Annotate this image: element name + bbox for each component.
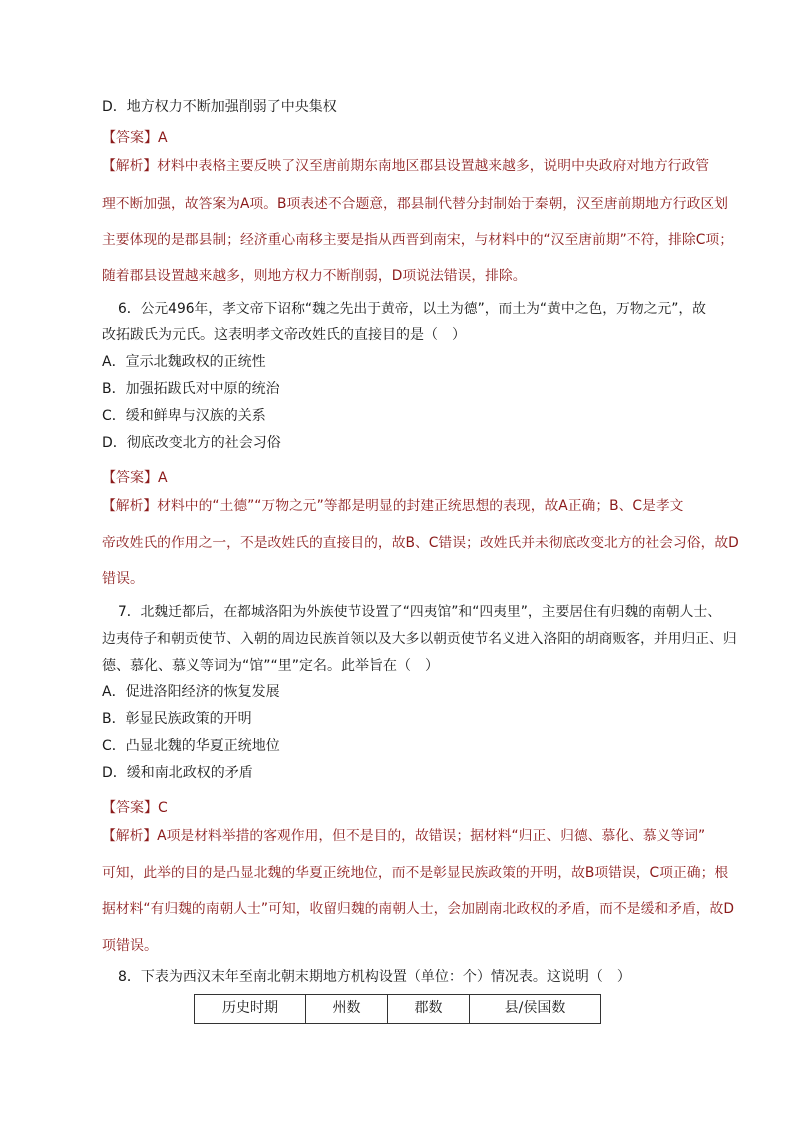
q6-option-b: B．加强拓跋氏对中原的统治 — [102, 381, 280, 397]
q6-stem-line-1: 6．公元496年，孝文帝下诏称“魏之先出于黄帝，以土为德”，而土为“黄中之色，万物之元”，故 — [118, 301, 706, 317]
table-header-cell: 郡数 — [388, 995, 470, 1024]
q8-stem: 8．下表为西汉末年至南北朝末期地方机构设置（单位：个）情况表。这说明（ ） — [118, 969, 631, 985]
q8-table — [194, 994, 601, 1024]
table-header-cell: 历史时期 — [195, 995, 306, 1024]
q6-option-c: C．缓和鲜卑与汉族的关系 — [102, 408, 266, 424]
q6-option-d: D．彻底改变北方的社会习俗 — [102, 435, 281, 451]
table-header-cell: 州数 — [306, 995, 388, 1024]
analysis-6-line-2: 帝改姓氏的作用之一，不是改姓氏的直接目的，故B、C错误；改姓氏并未彻底改变北方的社会习俗，故D — [102, 535, 739, 551]
q7-option-d: D．缓和南北政权的矛盾 — [102, 765, 253, 781]
table-header-cell: 县/侯国数 — [470, 995, 601, 1024]
q6-option-a: A．宣示北魏政权的正统性 — [102, 354, 266, 370]
q7-option-c: C．凸显北魏的华夏正统地位 — [102, 738, 280, 754]
analysis-5-line-2: 理不断加强，故答案为A项。B项表述不合题意，郡县制代替分封制始于秦朝，汉至唐前期地方行政区划 — [102, 196, 728, 212]
analysis-7-line-1: 【解析】A项是材料举措的客观作用，但不是目的，故错误；据材料“归正、归德、慕化、慕义等词” — [102, 828, 706, 844]
q7-stem-line-2: 边夷侍子和朝贡使节、入朝的周边民族首领以及大多以朝贡使节名义进入洛阳的胡商贩客，并用归正、归 — [102, 631, 737, 647]
analysis-7-line-3: 据材料“有归魏的南朝人士”可知，收留归魏的南朝人士，会加剧南北政权的矛盾，而不是缓和矛盾，故D — [102, 901, 734, 917]
option-d-prev: D．地方权力不断加强削弱了中央集权 — [102, 99, 337, 115]
answer-7: 【答案】C — [102, 800, 168, 816]
analysis-6-line-1: 【解析】材料中的“土德”“万物之元”等都是明显的封建正统思想的表现，故A正确；B、C是孝文 — [102, 498, 684, 514]
analysis-5-line-1: 【解析】材料中表格主要反映了汉至唐前期东南地区郡县设置越来越多，说明中央政府对地方行政管 — [102, 158, 710, 174]
q7-stem-line-3: 德、慕化、慕义等词为“馆”“里”定名。此举旨在（ ） — [102, 658, 440, 674]
answer-6: 【答案】A — [102, 470, 168, 486]
q6-stem-line-2: 改拓跋氏为元氏。这表明孝文帝改姓氏的直接目的是（ ） — [102, 327, 466, 343]
q7-stem-line-1: 7．北魏迁都后，在都城洛阳为外族使节设置了“四夷馆”和“四夷里”，主要居住有归魏的南朝人士、 — [118, 604, 722, 620]
table-header-row — [195, 995, 601, 1024]
analysis-5-line-4: 随着郡县设置越来越多，则地方权力不断削弱，D项说法错误，排除。 — [102, 268, 527, 284]
analysis-6-line-3: 错误。 — [102, 571, 144, 587]
analysis-7-line-4: 项错误。 — [102, 938, 158, 954]
answer-5: 【答案】A — [102, 130, 168, 146]
analysis-7-line-2: 可知，此举的目的是凸显北魏的华夏正统地位，而不是彰显民族政策的开明，故B项错误，C项正确；根 — [102, 865, 729, 881]
q7-option-a: A．促进洛阳经济的恢复发展 — [102, 684, 280, 700]
analysis-5-line-3: 主要体现的是郡县制；经济重心南移主要是指从西晋到南宋，与材料中的“汉至唐前期”不符，排除C项； — [102, 232, 733, 248]
q7-option-b: B．彰显民族政策的开明 — [102, 711, 252, 727]
